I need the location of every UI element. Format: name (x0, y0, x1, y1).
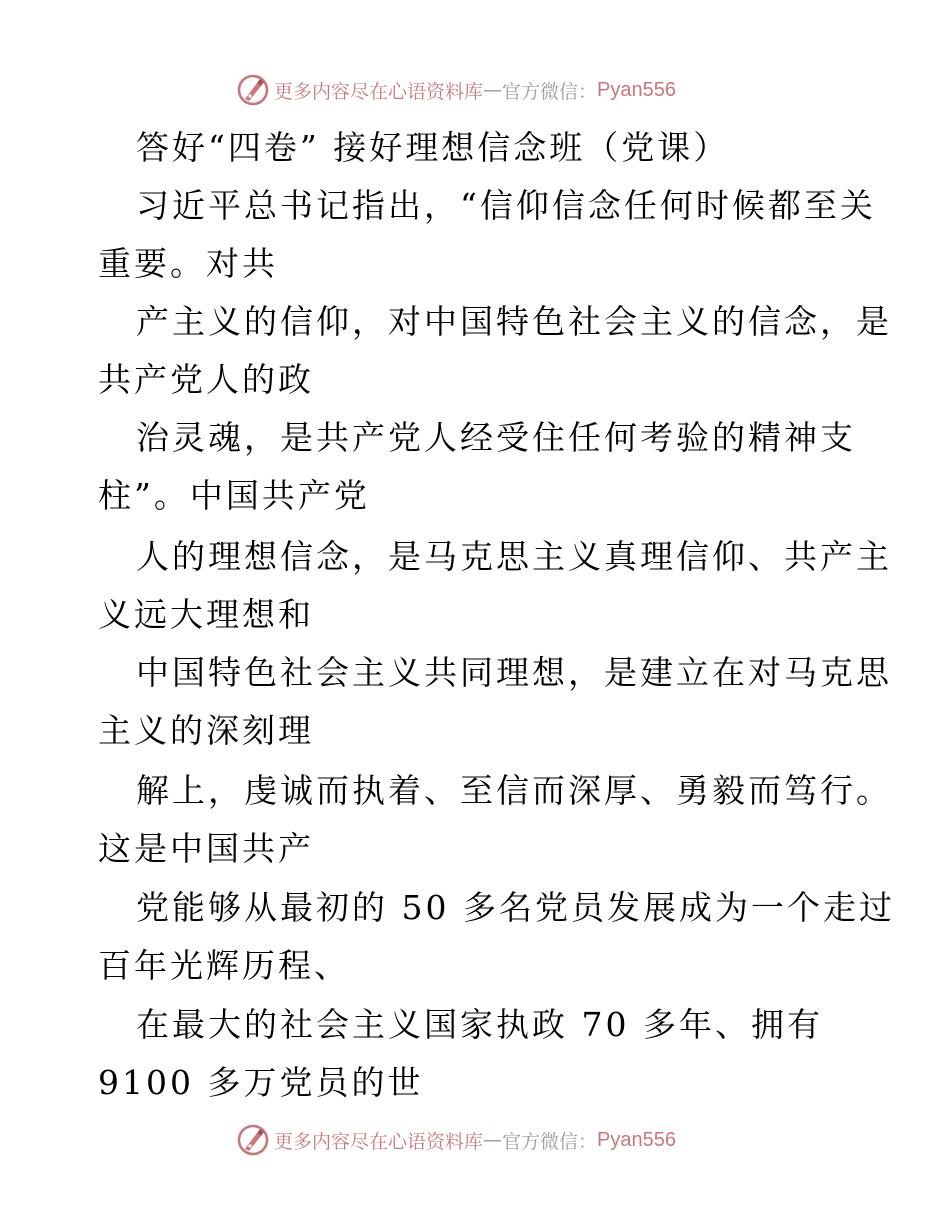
paragraph-line: 在最大的社会主义国家执政 70 多年、拥有 (136, 1005, 823, 1044)
watermark-handle: Pyan556 (597, 1128, 676, 1151)
paragraph-line: 人的理想信念，是马克思主义真理信仰、共产主 (136, 537, 892, 576)
document-title: 答好“四卷” 接好理想信念班（党课） (136, 128, 730, 167)
paragraph-line: 义远大理想和 (98, 595, 314, 634)
paragraph-line: 柱”。中国共产党 (98, 476, 370, 515)
pen-nib-logo-icon (236, 1123, 270, 1157)
watermark-contact-label: 官方微信： (502, 1130, 598, 1153)
paragraph-line: 百年光辉历程、 (98, 946, 350, 985)
paragraph-line: 重要。对共 (98, 244, 278, 283)
paragraph-line: 解上，虔诚而执着、至信而深厚、勇毅而笃行。 (136, 771, 892, 810)
paragraph-line: 这是中国共产 (98, 829, 314, 868)
paragraph-line: 主义的深刻理 (98, 711, 314, 750)
watermark-contact-label: 官方微信： (502, 80, 598, 103)
watermark-handle: Pyan556 (597, 78, 676, 101)
watermark-main-text: 更多内容尽在心语资料库 (274, 80, 484, 103)
paragraph-line: 习近平总书记指出，“信仰信念任何时候都至关 (136, 186, 876, 225)
paragraph-line: 党能够从最初的 50 多名党员发展成为一个走过 (136, 888, 895, 927)
header-watermark (236, 72, 676, 108)
watermark-main-text: 更多内容尽在心语资料库 (274, 1130, 484, 1153)
footer-watermark (236, 1122, 676, 1158)
paragraph-line: 产主义的信仰，对中国特色社会主义的信念，是 (136, 302, 892, 341)
paragraph-line: 共产党人的政 (98, 360, 314, 399)
paragraph-line: 9100 多万党员的世 (98, 1063, 424, 1102)
paragraph-line: 治灵魂，是共产党人经受住任何考验的精神支 (136, 418, 856, 457)
pen-nib-logo-icon (236, 73, 270, 107)
paragraph-line: 中国特色社会主义共同理想，是建立在对马克思 (136, 653, 892, 692)
watermark-separator: — (483, 79, 503, 101)
watermark-separator: — (483, 1129, 503, 1151)
